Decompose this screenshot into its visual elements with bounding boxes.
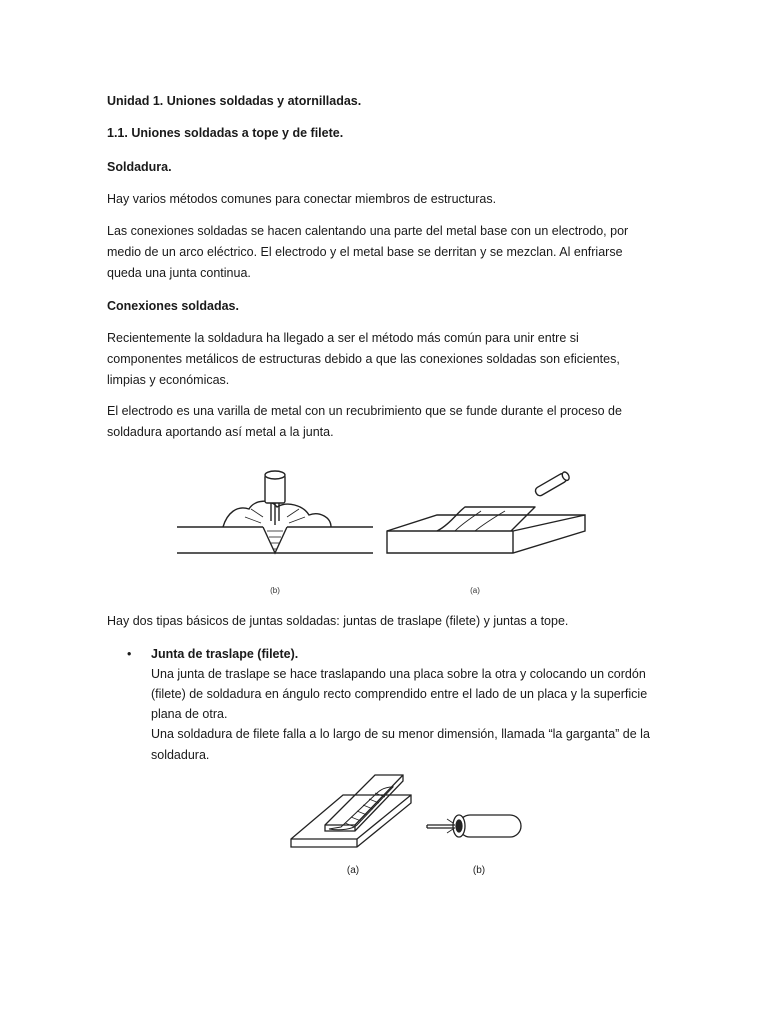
- figure1-label-right: (a): [470, 586, 480, 595]
- bullet-marker: •: [127, 647, 132, 661]
- figure2-label-right: (b): [472, 865, 486, 876]
- bullet-title: Junta de traslape (filete).: [151, 647, 299, 661]
- lap-joint-drawing: [291, 775, 411, 847]
- paragraph-conexiones-line-2: medio de un arco eléctrico. El electrodo y el metal base se derritan y se mezclan. Al enfriarse: [107, 245, 623, 259]
- heading-conexiones: Conexiones soldadas.: [107, 299, 239, 313]
- bullet-line-3: plana de otra.: [151, 707, 228, 721]
- paragraph-conexiones-line-3: queda una junta continua.: [107, 266, 251, 280]
- bullet-line-5: soldadura.: [151, 748, 210, 762]
- paragraph-electrodo-line-1: El electrodo es una varilla de metal con un recubrimiento que se funde durante el proceso de: [107, 404, 622, 418]
- electrode-drawing: [427, 815, 521, 837]
- heading-unit: Unidad 1. Uniones soldadas y atornilladas.: [107, 94, 362, 108]
- paragraph-reciente-line-3: limpias y económicas.: [107, 373, 230, 387]
- figure2-label-left: (a): [346, 865, 360, 876]
- bullet-line-2: (filete) de soldadura en ángulo recto comprendido entre el lado de un placa y la superficie: [151, 687, 648, 701]
- paragraph-methods: Hay varios métodos comunes para conectar miembros de estructuras.: [107, 192, 497, 206]
- bullet-line-1: Una junta de traslape se hace traslapando una placa sobre la otra y colocando un cordón: [151, 667, 646, 681]
- paragraph-reciente-line-2: componentes metálicos de estructuras debido a que las conexiones soldadas son eficientes,: [107, 352, 620, 366]
- paragraph-tipos: Hay dos tipas básicos de juntas soldadas: juntas de traslape (filete) y juntas a tope.: [107, 614, 569, 628]
- butt-weld-drawing: [177, 471, 373, 553]
- plate-bead-drawing: [387, 471, 585, 553]
- paragraph-conexiones-line-1: Las conexiones soldadas se hacen calentando una parte del metal base con un electrodo, por: [107, 224, 629, 238]
- bullet-line-4: Una soldadura de filete falla a lo largo de su menor dimensión, llamada “la garganta” de la: [151, 727, 650, 741]
- heading-section: 1.1. Uniones soldadas a tope y de filete.: [107, 126, 344, 140]
- welding-figure-1: [175, 465, 595, 600]
- paragraph-electrodo-line-2: soldadura aportando así metal a la junta.: [107, 425, 334, 439]
- figure1-label-left: (b): [270, 586, 280, 595]
- paragraph-reciente-line-1: Recientemente la soldadura ha llegado a ser el método más común para unir entre si: [107, 331, 579, 345]
- heading-soldadura: Soldadura.: [107, 160, 172, 174]
- welding-figure-2: [283, 765, 533, 880]
